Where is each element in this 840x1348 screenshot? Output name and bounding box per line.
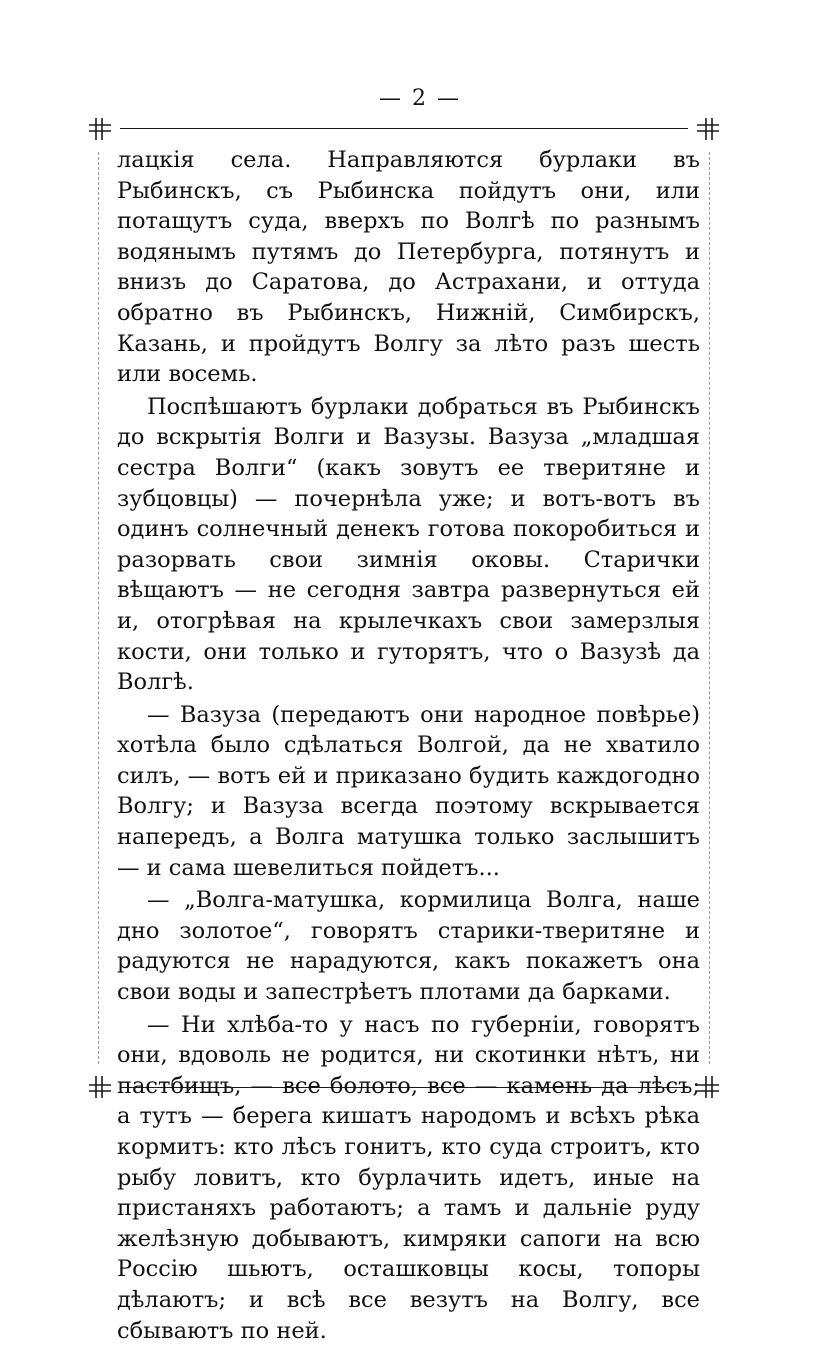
- paragraph: — „Волга-матушка, кормилица Волга, наше дно золотое“, говорятъ старики-тверитяне и радуются не нарадуются, какъ покажетъ она свои воды и запестрѣетъ плотами да барками.: [117, 887, 700, 1006]
- paragraph: Поспѣшаютъ бурлаки добраться въ Рыбинскъ до вскрытія Волги и Вазузы. Вазуза „младшая сестра Волги“ (какъ зовутъ ее тверитяне и зубцовцы) — почернѣла уже; и вотъ-вотъ въ одинъ солнечный денекъ готова покоробиться и разорвать свои зимнія оковы. Старички вѣщаютъ — не сегодня завтра развернуться ей и, отогрѣвая на крылечкахъ свои замерзлыя кости, они только и гуторятъ, что о Вазузѣ да Волгѣ.: [117, 393, 700, 696]
- corner-ornament-icon: [87, 116, 113, 142]
- frame-right-rule: [709, 152, 710, 1064]
- frame-left-rule: [98, 152, 99, 1064]
- frame-top-rule: [120, 128, 688, 129]
- corner-ornament-icon: [695, 116, 721, 142]
- paragraph: — Вазуза (передаютъ они народное повѣрье) хотѣла было сдѣлаться Волгой, да не хватило силъ, — вотъ ей и приказано будить каждогодно Волгу; и Вазуза всегда поэтому вскрывается напередъ, а Волга матушка только заслышитъ — и сама шевелиться пойдетъ...: [117, 701, 700, 881]
- paragraph: — Ни хлѣба-то у насъ по губерніи, говорятъ они, вдоволь не родится, ни скотинки нѣтъ, ни пастбищъ, — все болото, все — камень да лѣсъ; а тутъ — берега кишатъ народомъ и всѣхъ рѣка кормитъ: кто лѣсъ гонитъ, кто суда строитъ, кто рыбу ловитъ, кто бурлачить идетъ, иные на пристаняхъ работаютъ; а тамъ и дальніе руду желѣзную добываютъ, кимряки сапоги на всю Россію шьютъ, осташковцы косы, топоры дѣлаютъ; и всѣ все везутъ на Волгу, все сбываютъ по ней.: [117, 1011, 700, 1344]
- body-text: [117, 145, 700, 1348]
- page-number: — 2 —: [379, 86, 461, 111]
- corner-ornament-icon: [87, 1074, 113, 1100]
- paragraph: лацкія села. Направляются бурлаки въ Рыбинскъ, съ Рыбинска пойдутъ они, или потащутъ суда, вверхъ по Волгѣ по разнымъ водянымъ путямъ до Петербурга, потянутъ и внизъ до Саратова, до Астрахани, и оттуда обратно въ Рыбинскъ, Нижній, Симбирскъ, Казань, и пройдутъ Волгу за лѣто разъ шесть или восемь.: [117, 147, 700, 388]
